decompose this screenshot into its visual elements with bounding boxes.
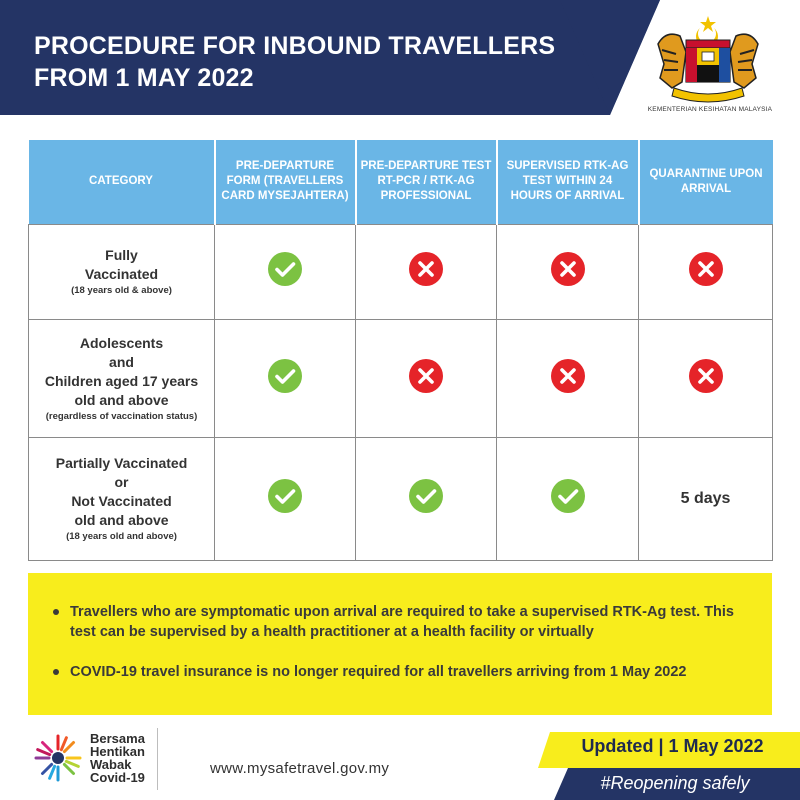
status-cell bbox=[356, 319, 497, 437]
notes-box bbox=[28, 573, 772, 715]
category-cell bbox=[29, 319, 215, 437]
table-row bbox=[29, 437, 773, 560]
header-supervised-test: SUPERVISED RTK-AG TEST WITHIN 24 HOURS OF ARRIVAL bbox=[497, 140, 639, 224]
footer-divider bbox=[157, 728, 158, 790]
status-cell bbox=[215, 319, 356, 437]
status-cell bbox=[639, 224, 773, 319]
procedure-table bbox=[28, 140, 772, 561]
category-line: Not Vaccinated bbox=[71, 493, 172, 509]
category-line: Children aged 17 years bbox=[44, 372, 199, 389]
cross-icon bbox=[550, 358, 586, 394]
check-icon bbox=[267, 251, 303, 287]
status-cell bbox=[356, 437, 497, 560]
table-row bbox=[29, 319, 773, 437]
category-line: or bbox=[114, 474, 129, 490]
status-cell bbox=[356, 224, 497, 319]
category-line: Fully bbox=[105, 247, 138, 263]
cross-icon bbox=[688, 251, 724, 287]
quarantine-days: 5 days bbox=[680, 489, 731, 507]
category-line: Vaccinated bbox=[84, 266, 159, 282]
cross-icon bbox=[408, 358, 444, 394]
status-cell bbox=[497, 319, 639, 437]
category-note: (18 years old and above) bbox=[66, 531, 177, 542]
campaign-line: Wabak bbox=[90, 757, 132, 772]
malaysia-crest-icon bbox=[648, 14, 768, 118]
status-cell bbox=[497, 224, 639, 319]
check-icon bbox=[550, 478, 586, 514]
cross-icon bbox=[408, 251, 444, 287]
crest-caption: KEMENTERIAN KESIHATAN MALAYSIA bbox=[647, 106, 773, 113]
category-line: Adolescents bbox=[79, 334, 164, 351]
category-line: and bbox=[109, 353, 134, 370]
table-header-row bbox=[29, 140, 773, 224]
table-row bbox=[29, 224, 773, 319]
header-pre-departure-form: PRE-DEPARTURE FORM (TRAVELLERS CARD MYSEJAHTERA) bbox=[215, 140, 356, 224]
category-cell bbox=[29, 437, 215, 560]
status-cell bbox=[497, 437, 639, 560]
category-line: old and above bbox=[74, 512, 169, 528]
campaign-logo-icon bbox=[28, 728, 88, 788]
category-line: old and above bbox=[74, 391, 169, 408]
cross-icon bbox=[550, 251, 586, 287]
check-icon bbox=[408, 478, 444, 514]
status-cell bbox=[639, 437, 773, 560]
header-category: CATEGORY bbox=[29, 140, 215, 224]
note-item: COVID-19 travel insurance is no longer required for all travellers arriving from 1 May 2022 bbox=[52, 662, 752, 682]
campaign-line: Covid-19 bbox=[90, 770, 145, 785]
hashtag: #Reopening safely bbox=[600, 773, 750, 793]
status-cell bbox=[215, 224, 356, 319]
updated-date: Updated | 1 May 2022 bbox=[581, 736, 764, 756]
status-cell bbox=[215, 437, 356, 560]
campaign-line: Bersama bbox=[90, 731, 145, 746]
website-link[interactable]: www.mysafetravel.gov.my bbox=[210, 760, 390, 777]
category-note: (regardless of vaccination status) bbox=[45, 410, 198, 422]
status-cell bbox=[639, 319, 773, 437]
check-icon bbox=[267, 478, 303, 514]
header-pre-departure-test: PRE-DEPARTURE TEST RT-PCR / RTK-AG PROFESSIONAL bbox=[356, 140, 497, 224]
campaign-line: Hentikan bbox=[90, 744, 145, 759]
page-title: PROCEDURE FOR INBOUND TRAVELLERS FROM 1 MAY 2022 bbox=[34, 32, 556, 92]
category-line: Partially Vaccinated bbox=[55, 455, 188, 471]
category-note: (18 years old & above) bbox=[71, 285, 172, 296]
category-cell bbox=[29, 224, 215, 319]
note-item: Travellers who are symptomatic upon arrival are required to take a supervised RTK-Ag test. This test can be supervised by a health practitioner at a health facility or virtually bbox=[52, 602, 752, 642]
header-quarantine: QUARANTINE UPON ARRIVAL bbox=[639, 140, 773, 224]
campaign-text bbox=[90, 732, 145, 784]
check-icon bbox=[267, 358, 303, 394]
cross-icon bbox=[688, 358, 724, 394]
